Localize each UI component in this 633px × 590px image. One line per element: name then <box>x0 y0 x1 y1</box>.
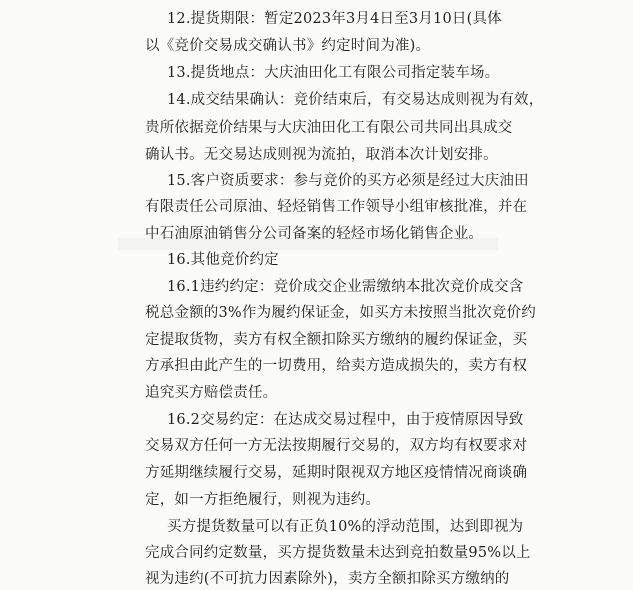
text-line: 贵所依据竞价结果与大庆油田化工有限公司共同出具成交 <box>145 120 513 136</box>
text-line: 以《竞价交易成交确认书》约定时间为准)。 <box>145 38 431 54</box>
text-line: 买方提货数量可以有正负10%的浮动范围，达到即视为 <box>167 519 524 535</box>
text-line: 16.其他竞价约定 <box>167 252 279 268</box>
text-line: 中石油原油销售分公司备案的轻烃市场化销售企业。 <box>145 226 484 242</box>
text-line: 税总金额的3%作为履约保证金，如买方未按照当批次竞价约 <box>145 305 536 321</box>
text-line: 确认书。无交易达成则视为流拍，取消本次计划安排。 <box>145 147 498 163</box>
text-line: 12.提货期限：暂定2023年3月4日至3月10日(具体 <box>167 11 502 27</box>
text-line: 定提取货物，卖方有权全额扣除买方缴纳的履约保证金，买 <box>145 332 528 348</box>
text-line: 追究买方赔偿责任。 <box>145 385 278 401</box>
text-line: 14.成交结果确认：竞价结束后，有交易达成则视为有效， <box>167 92 544 108</box>
text-line: 16.1违约约定：竞价成交企业需缴纳本批次竞价成交含 <box>167 279 524 295</box>
text-line: 15.客户资质要求：参与竞价的买方必须是经过大庆油田 <box>167 173 529 189</box>
text-line: 交易双方任何一方无法按期履行交易的，双方均有权要求对 <box>145 438 528 454</box>
text-line: 定，如一方拒绝履行，则视为违约。 <box>145 492 381 508</box>
text-line: 16.2交易约定：在达成交易过程中，由于疫情原因导致 <box>167 412 524 428</box>
text-line: 完成合同约定数量，买方提货数量未达到竞拍数量95%以上 <box>145 545 531 561</box>
text-line: 方延期继续履行交易，延期时限视双方地区疫情情况商谈确 <box>145 465 528 481</box>
text-line: 有限责任公司原油、轻烃销售工作领导小组审核批准，并在 <box>145 199 528 215</box>
text-line: 方承担由此产生的一切费用，给卖方造成损失的，卖方有权 <box>145 358 528 374</box>
text-line: 视为违约(不可抗力因素除外)，卖方全额扣除买方缴纳的 <box>145 571 510 587</box>
text-line: 13.提货地点：大庆油田化工有限公司指定装车场。 <box>167 65 500 81</box>
